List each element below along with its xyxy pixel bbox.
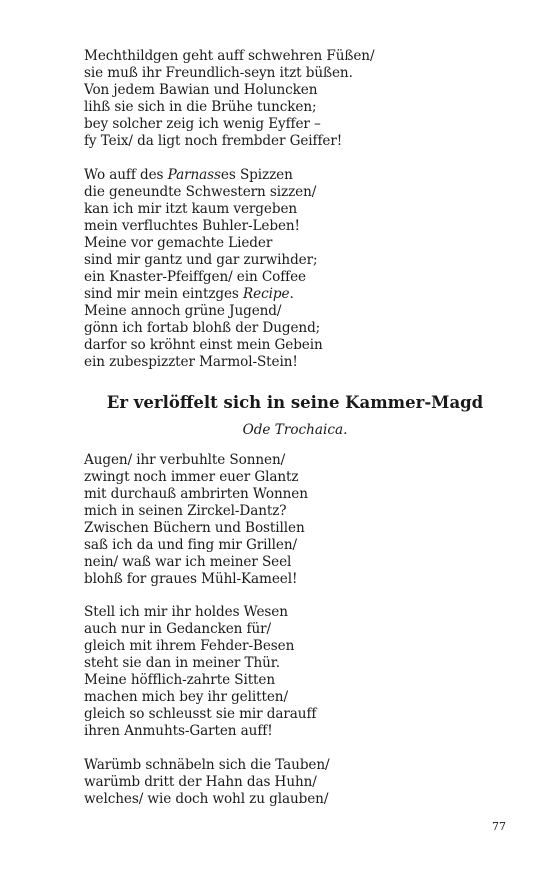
stanza-3 [84,452,474,588]
stanza-4 [84,604,474,740]
verse-line: Meine höfflich-zahrte Sitten [84,672,276,688]
verse-line: sind mir mein eintzges Recipe. [84,286,294,302]
verse-line: sie muß ihr Freundlich-seyn itzt büßen. [84,65,353,81]
verse-line: welches/ wie doch wohl zu glauben/ [84,791,329,807]
verse-line: saß ich da und fing mir Grillen/ [84,537,297,553]
verse-line: machen mich bey ihr gelitten/ [84,689,288,705]
verse-line: gleich so schleusst sie mir darauff [84,706,317,722]
verse-line: nein/ waß war ich meiner Seel [84,554,292,570]
verse-line: Augen/ ihr verbuhlte Sonnen/ [84,452,286,468]
verse-line: mit durchauß ambrirten Wonnen [84,486,308,502]
verse-line: lihß sie sich in die Brühe tuncken; [84,99,317,115]
stanza-5 [84,757,474,808]
verse-line: ihren Anmuhts-Garten auff! [84,723,273,739]
verse-line: Warümb schnäbeln sich die Tauben/ [84,757,330,773]
stanza-1 [84,48,474,150]
verse-line: gönn ich fortab blohß der Dugend; [84,320,321,336]
verse-line: bey solcher zeig ich wenig Eyffer – [84,116,321,132]
verse-line: mein verfluchtes Buhler-Leben! [84,218,300,234]
verse-line: kan ich mir itzt kaum vergeben [84,201,298,217]
verse-line: mich in seinen Zirckel-Dantz? [84,503,287,519]
poem-subtitle: Ode Trochaica. [242,422,348,438]
verse-line: Zwischen Büchern und Bostillen [84,520,305,536]
verse-line: Wo auff des Parnasses Spizzen [84,167,293,183]
stanza-2 [84,167,474,371]
verse-line: fy Teix/ da ligt noch frembder Geiffer! [84,133,343,149]
verse-line: Meine vor gemachte Lieder [84,235,273,251]
verse-line: sind mir gantz und gar zurwihder; [84,252,318,268]
page-number: 77 [492,820,506,833]
verse-line: zwingt noch immer euer Glantz [84,469,299,485]
verse-line: darfor so kröhnt einst mein Gebein [84,337,323,353]
verse-line: ein zubespizzter Marmol-Stein! [84,354,298,370]
verse-line: auch nur in Gedancken für/ [84,621,272,637]
verse-line: blohß for graues Mühl-Kameel! [84,571,298,587]
verse-line: Von jedem Bawian und Holuncken [84,82,318,98]
verse-line: gleich mit ihrem Fehder-Besen [84,638,295,654]
verse-line: steht sie dan in meiner Thür. [84,655,280,671]
verse-line: ein Knaster-Pfeiffgen/ ein Coffee [84,269,306,285]
verse-line: warümb dritt der Hahn das Huhn/ [84,774,317,790]
poem-title: Er verlöffelt sich in seine Kammer-Magd [106,393,484,412]
verse-line: die geneundte Schwestern sizzen/ [84,184,317,200]
verse-line: Meine annoch grüne Jugend/ [84,303,282,319]
verse-line: Stell ich mir ihr holdes Wesen [84,604,288,620]
verse-line: Mechthildgen geht auff schwehren Füßen/ [84,48,375,64]
